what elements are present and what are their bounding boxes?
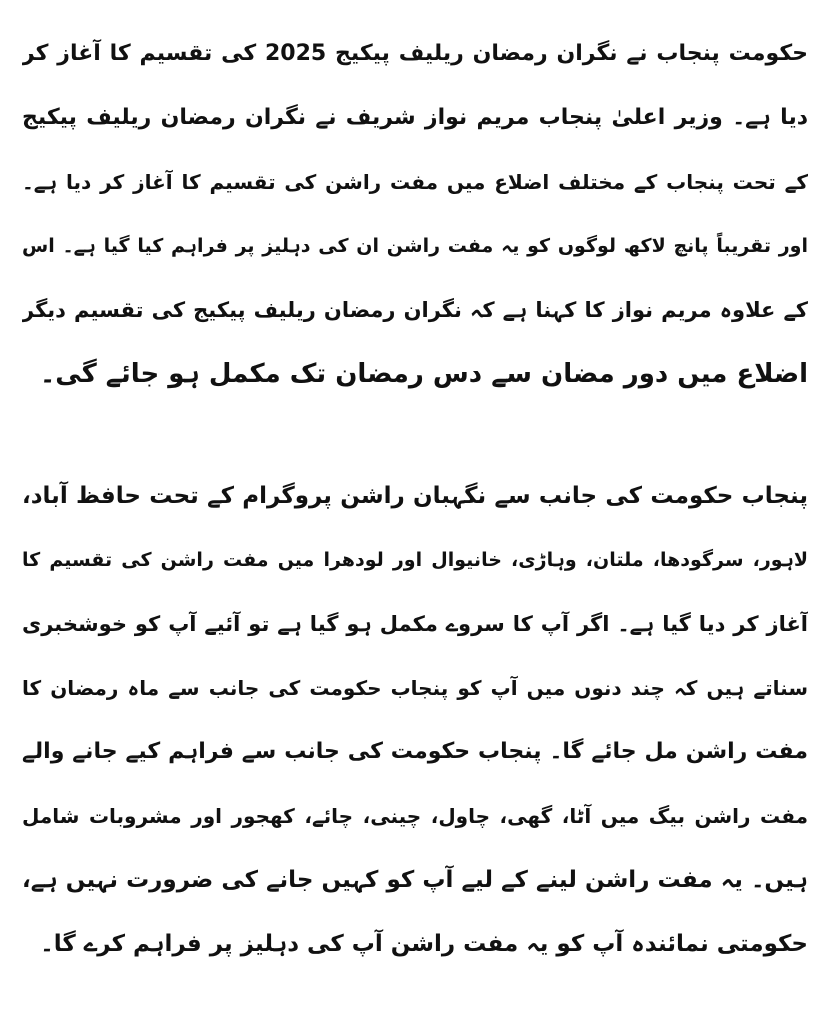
- text-line: حکومتی نمائندہ آپ کو یہ مفت راشن آپ کی دہلیز پر فراہم کرے گا۔: [40, 931, 808, 957]
- text-line: لاہور، سرگودھا، ملتان، وہاڑی، خانیوال اور لودھرا میں مفت راشن کی تقسیم کا: [22, 549, 808, 571]
- text-line: کے علاوہ مریم نواز کا کہنا ہے کہ نگران رمضان ریلیف پیکیج کی تقسیم دیگر: [22, 298, 808, 322]
- text-line: آغاز کر دیا گیا ہے۔ اگر آپ کا سروے مکمل ہو گیا ہے تو آئیے آپ کو خوشخبری: [22, 612, 808, 636]
- paragraph-relief-package: [22, 22, 808, 406]
- text-line: حکومت پنجاب نے نگران رمضان ریلیف پیکیج 2025 کی تقسیم کا آغاز کر: [22, 41, 808, 66]
- text-line: پنجاب حکومت کی جانب سے نگہبان راشن پروگرام کے تحت حافظ آباد،: [22, 483, 808, 509]
- paragraph-gap: [22, 406, 808, 464]
- text-line: ہیں۔ یہ مفت راشن لینے کے لیے آپ کو کہیں جانے کی ضرورت نہیں ہے،: [22, 867, 808, 893]
- text-line: سناتے ہیں کہ چند دنوں میں آپ کو پنجاب حکومت کی جانب سے ماہ رمضان کا: [22, 676, 808, 700]
- text-line: اضلاع میں دور مضان سے دس رمضان تک مکمل ہو جائے گی۔: [40, 359, 808, 389]
- text-line: کے تحت پنجاب کے مختلف اضلاع میں مفت راشن کی تقسیم کا آغاز کر دیا ہے۔: [22, 170, 808, 194]
- text-line: مفت راشن مل جائے گا۔ پنجاب حکومت کی جانب سے فراہم کیے جانے والے: [22, 739, 808, 764]
- text-line: مفت راشن بیگ میں آٹا، گھی، چاول، چینی، چائے، کھجور اور مشروبات شامل: [22, 804, 808, 828]
- text-line: اور تقریباً پانچ لاکھ لوگوں کو یہ مفت راشن ان کی دہلیز پر فراہم کیا گیا ہے۔ اس: [22, 235, 808, 257]
- paragraph-ration-program: [22, 464, 808, 976]
- text-line: دیا ہے۔ وزیر اعلیٰ پنجاب مریم نواز شریف نے نگران رمضان ریلیف پیکیج: [22, 105, 808, 130]
